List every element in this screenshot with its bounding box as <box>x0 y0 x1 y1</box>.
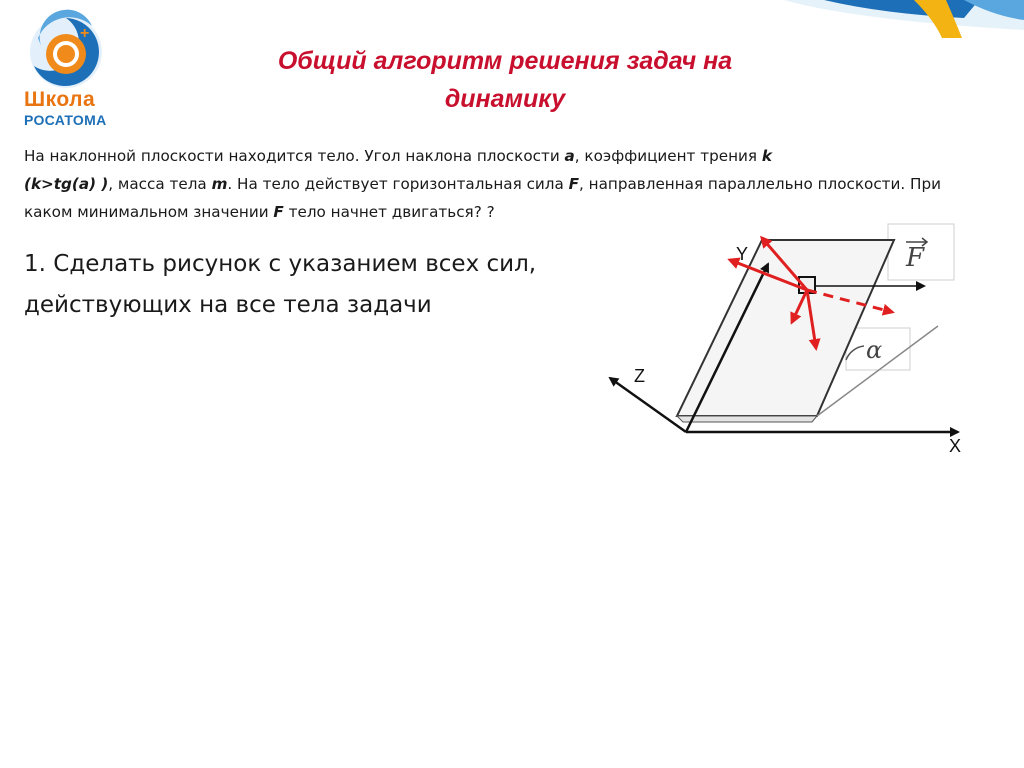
logo-text-rosatom: РОСАТОМА <box>24 112 107 128</box>
corner-decoration <box>764 0 1024 42</box>
var-F2: F <box>273 203 284 221</box>
axis-y-label: Y <box>736 244 749 264</box>
inclined-plane-diagram <box>600 222 980 462</box>
z-axis <box>610 378 686 432</box>
angle-label: α <box>866 336 883 364</box>
problem-text-3: , масса тела <box>108 175 212 193</box>
axis-z-label: Z <box>634 366 645 386</box>
svg-text:+: + <box>80 25 90 42</box>
problem-statement <box>24 142 954 226</box>
var-alpha: a <box>564 147 575 165</box>
axis-x-label: X <box>949 436 962 456</box>
slide-title <box>200 42 810 118</box>
incline-plane-edge <box>677 416 817 422</box>
problem-text-5: , направленная параллельно плоскости. При каком минимальном значении <box>24 175 941 221</box>
problem-text-4: . На тело действует горизонтальная сила <box>227 175 569 193</box>
problem-text-1: На наклонной плоскости находится тело. Угол наклона плоскости <box>24 147 565 165</box>
var-k: k <box>761 147 772 165</box>
problem-text-6: тело начнет двигаться? ? <box>283 203 495 221</box>
problem-text-2: , коэффициент трения <box>574 147 762 165</box>
force-label: F <box>906 243 925 273</box>
var-m: m <box>211 175 228 193</box>
slide-title-line1: Общий алгоритм решения задач на <box>277 47 733 75</box>
slide-title-line2: динамику <box>444 85 566 113</box>
var-condition: (k>tg(a) ) <box>24 175 109 193</box>
logo-text-school: Школа <box>24 88 96 111</box>
step-1-text: 1. Сделать рисунок с указанием всех сил, действующих на все тела задачи <box>24 251 537 318</box>
var-F: F <box>568 175 580 193</box>
